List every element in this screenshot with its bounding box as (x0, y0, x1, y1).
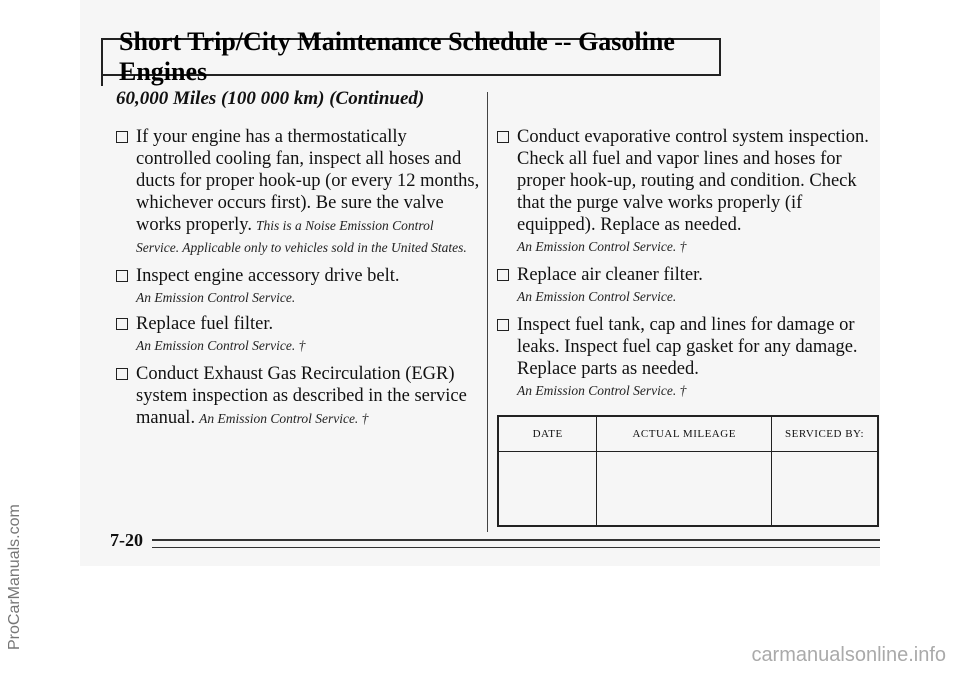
table-cell-serviced-by[interactable] (772, 452, 878, 527)
checklist-item (110, 265, 480, 309)
item-note: An Emission Control Service. † (136, 338, 306, 353)
item-note: An Emission Control Service. (136, 290, 296, 305)
item-note: An Emission Control Service. † (517, 383, 687, 398)
footer-site-link[interactable]: carmanualsonline.info (751, 644, 946, 666)
item-text: Conduct evaporative control system inspection. Check all fuel and vapor lines and hoses for proper hook-up, routing and condition. Check that the purge valve works properly (if equipped). Replace as needed. (517, 127, 869, 235)
right-column (491, 126, 883, 406)
item-note: An Emission Control Service. (517, 289, 677, 304)
checklist-item (491, 126, 883, 258)
footer-rule (152, 539, 880, 548)
checkbox-icon (497, 131, 509, 143)
section-heading: 60,000 Miles (100 000 km) (Continued) (116, 88, 425, 109)
table-cell-mileage[interactable] (597, 452, 772, 527)
checklist-item (110, 313, 480, 357)
checkbox-icon (116, 368, 128, 380)
item-note: An Emission Control Service. † (517, 239, 687, 254)
table-header-row (498, 416, 878, 452)
item-text: Inspect engine accessory drive belt. (136, 266, 400, 286)
service-log-table (497, 415, 879, 527)
watermark: ProCarManuals.com (6, 504, 23, 650)
table-header-serviced-by: SERVICED BY: (772, 416, 878, 452)
checklist-item (110, 363, 480, 430)
item-text: Inspect fuel tank, cap and lines for damage or leaks. Inspect fuel cap gasket for any damage. Replace parts as needed. (517, 315, 858, 379)
item-note: This is a Noise Emission Control Service. Applicable only to vehicles sold in the United States. (136, 218, 467, 255)
left-column (110, 126, 480, 434)
item-note: An Emission Control Service. † (199, 411, 369, 426)
column-divider (487, 92, 488, 532)
checkbox-icon (497, 269, 509, 281)
checklist-item (491, 264, 883, 308)
checklist-item (110, 126, 480, 259)
table-header-mileage: ACTUAL MILEAGE (597, 416, 772, 452)
page-number: 7-20 (110, 530, 143, 550)
page-title: Short Trip/City Maintenance Schedule -- Gasoline Engines (101, 38, 721, 76)
item-text: Conduct Exhaust Gas Recirculation (EGR) system inspection as described in the service manual. (136, 364, 467, 428)
checkbox-icon (116, 270, 128, 282)
checkbox-icon (116, 318, 128, 330)
checkbox-icon (116, 131, 128, 143)
checkbox-icon (497, 319, 509, 331)
table-row (498, 452, 878, 527)
table-header-date: DATE (498, 416, 597, 452)
item-text: Replace air cleaner filter. (517, 265, 703, 285)
item-text: If your engine has a thermostatically controlled cooling fan, inspect all hoses and ducts for proper hook-up (or every 12 months, whichever occurs first). Be sure the valve works properly. (136, 127, 480, 235)
table-cell-date[interactable] (498, 452, 597, 527)
checklist-item (491, 314, 883, 402)
item-text: Replace fuel filter. (136, 314, 274, 334)
